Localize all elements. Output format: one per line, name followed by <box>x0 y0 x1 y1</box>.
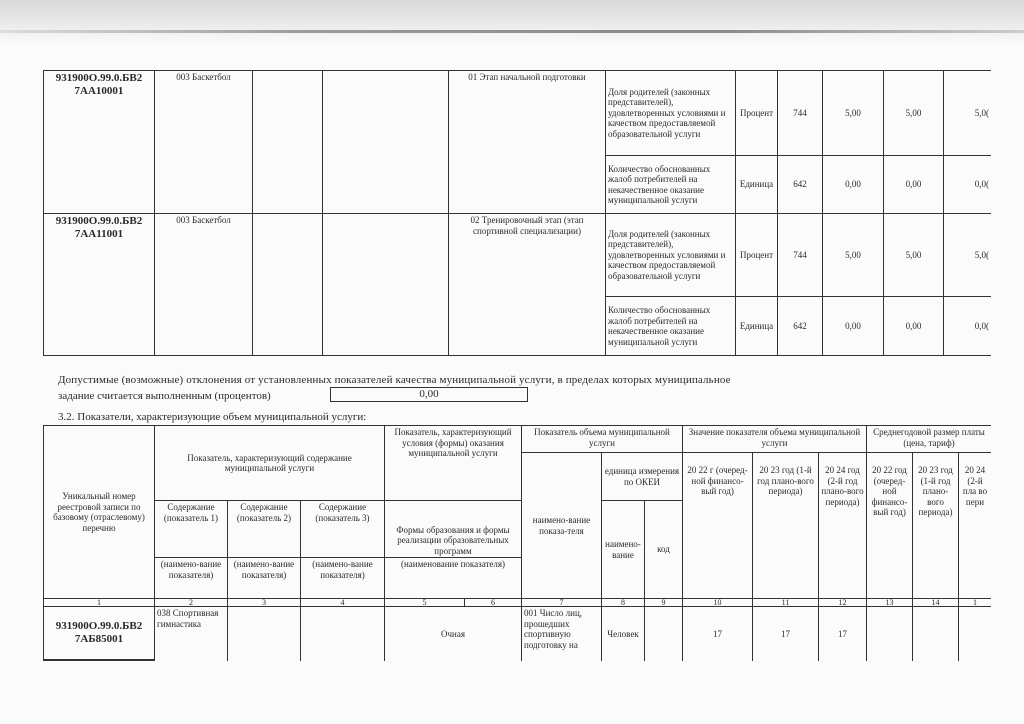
cell-text: Значение показателя объема муниципальной услуги <box>688 427 861 448</box>
cell-text: Показатель, характеризующий условия (формы) оказания муниципальной услуги <box>394 427 512 458</box>
cell-text: (наимено-вание показателя) <box>312 559 373 580</box>
cell-text: 003 Баскетбол <box>176 72 231 82</box>
scan-edge-line <box>0 30 1024 33</box>
cell-text: Единица <box>739 320 774 331</box>
cell-text: Процент <box>739 107 774 118</box>
section-title: 3.2. Показатели, характеризующие объем муниципальной услуги: <box>58 411 367 423</box>
cell-text: 17 <box>838 628 847 639</box>
value-cell <box>943 70 991 156</box>
value-cell <box>943 296 991 356</box>
cell-text: 1 <box>97 598 101 607</box>
cell-text: 038 Спортивная гимнастика <box>157 608 219 629</box>
okei-code-cell <box>777 70 823 156</box>
sport-cell <box>154 70 253 214</box>
value-cell <box>822 70 884 156</box>
cell-text: Доля родителей (законных представителей), удовлетворенных условиями и качеством предоставляемой образовательной услуги <box>608 86 726 139</box>
cell-text: 931900О.99.0.БВ2 7АА11001 <box>55 215 143 240</box>
cell-text: Очная <box>441 628 465 639</box>
cell-text: 0,0( <box>974 320 989 331</box>
deviation-text-line2: задание считается выполненным (процентов) <box>58 390 271 402</box>
value-cell <box>883 155 944 214</box>
value-cell <box>818 606 867 661</box>
header-forms <box>384 500 522 558</box>
cell-text: Уникальный номер реестровой записи по базовому (отраслевому) перечню <box>53 491 145 533</box>
deviation-value-box: 0,00 <box>330 387 528 402</box>
stage-cell <box>448 70 606 214</box>
header-okei-code <box>644 500 683 599</box>
cell-text: 5,00 <box>845 249 861 260</box>
cell-text: Содержание (показатель 2) <box>236 502 292 523</box>
value-cell <box>752 606 819 661</box>
registry-code-cell <box>43 213 155 356</box>
sport-cell <box>154 213 253 356</box>
cell-text: 744 <box>793 107 807 118</box>
header-volume-group <box>521 425 683 453</box>
form-cell <box>384 606 522 661</box>
unit-cell <box>735 213 778 297</box>
cell-text: 11 <box>781 598 790 607</box>
header-content-3 <box>300 500 385 558</box>
okei-code-cell <box>644 606 683 661</box>
cell-text: 9 <box>661 598 666 607</box>
cell-text: Количество обоснованных жалоб потребителей на некачественное оказание муниципальной услуги <box>608 305 711 347</box>
registry-code-cell <box>43 70 155 214</box>
cell-text: 4 <box>340 598 345 607</box>
cell-text: 0,00 <box>845 320 861 331</box>
price-cell <box>958 606 991 661</box>
cell-text: наимено-вание <box>605 539 641 560</box>
cell-text: единица измерения по ОКЕИ <box>604 466 680 487</box>
cell-text: Среднегодовой размер платы (цена, тариф) <box>873 427 985 448</box>
cell-text: Единица <box>739 179 774 190</box>
cell-text: 20 22 г (очеред-ной финансо-вый год) <box>687 465 748 496</box>
cell-text: Содержание (показатель 3) <box>315 502 370 523</box>
empty-cell <box>252 213 323 356</box>
cell-text: 5,0( <box>974 107 989 118</box>
okei-code-cell <box>777 155 823 214</box>
header-okei-unit <box>601 452 683 501</box>
header-price-3 <box>958 452 991 599</box>
value-cell <box>822 155 884 214</box>
content-1-cell <box>154 606 228 661</box>
cell-text: Показатель, характеризующий содержание муниципальной услуги <box>187 452 352 473</box>
cell-text: Процент <box>739 249 774 260</box>
cell-text: 10 <box>713 598 722 607</box>
cell-text: наимено-вание показа-теля <box>532 515 591 536</box>
indicator-name-cell <box>605 155 736 214</box>
header-indicator-name <box>521 452 602 599</box>
value-cell <box>943 213 991 297</box>
cell-text: 003 Баскетбол <box>176 215 231 225</box>
cell-text: 13 <box>885 598 894 607</box>
value-cell <box>883 70 944 156</box>
header-name-3 <box>300 557 385 599</box>
empty-cell <box>322 213 449 356</box>
cell-text: 5,0( <box>974 249 989 260</box>
header-year-3 <box>818 452 867 599</box>
cell-text: Доля родителей (законных представителей), удовлетворенных условиями и качеством предоставляемой образовательной услуги <box>608 228 726 281</box>
cell-text: 001 Число лиц, прошедших спортивную подготовку на <box>524 608 583 650</box>
header-value-group <box>682 425 867 453</box>
cell-text: 02 Тренировочный этап (этап спортивной специализации) <box>470 215 584 236</box>
cell-text: 17 <box>713 628 722 639</box>
header-price-group <box>866 425 991 453</box>
stage-cell <box>448 213 606 356</box>
value-cell <box>883 296 944 356</box>
unit-cell <box>735 155 778 214</box>
header-name-2 <box>227 557 301 599</box>
cell-text: Человек <box>607 628 639 639</box>
cell-text: 0,00 <box>845 179 861 190</box>
unit-cell <box>735 70 778 156</box>
value-cell <box>682 606 753 661</box>
cell-text: (наименование показателя) <box>400 559 506 569</box>
cell-text: 5,00 <box>905 249 922 260</box>
cell-text: 20 22 год (очеред-ной финансо-вый год) <box>871 465 908 517</box>
cell-text: 3 <box>262 598 266 607</box>
cell-text: 12 <box>838 598 847 607</box>
cell-text: (наимено-вание показателя) <box>233 559 295 580</box>
cell-text: 5,00 <box>905 107 922 118</box>
header-okei-name <box>601 500 645 599</box>
cell-text: 14 <box>931 598 940 607</box>
cell-text: 931900О.99.0.БВ2 7АА10001 <box>55 72 143 97</box>
price-cell <box>912 606 959 661</box>
unit-cell <box>735 296 778 356</box>
value-cell <box>822 296 884 356</box>
cell-text: 8 <box>621 598 625 607</box>
value-cell <box>822 213 884 297</box>
okei-code-cell <box>777 213 823 297</box>
cell-text: 5,00 <box>845 107 861 118</box>
header-unique-number <box>43 425 155 599</box>
header-year-1 <box>682 452 753 599</box>
header-name-1 <box>154 557 228 599</box>
value-cell <box>883 213 944 297</box>
cell-text: Количество обоснованных жалоб потребителей на некачественное оказание муниципальной услуги <box>608 163 711 205</box>
header-price-2 <box>912 452 959 599</box>
cell-text: 1 <box>973 598 977 607</box>
header-forms-name <box>384 557 522 599</box>
price-cell <box>866 606 913 661</box>
scan-top-shadow <box>0 0 1024 44</box>
cell-text: 20 23 год (1-й год плано-вого периода) <box>757 465 814 496</box>
header-conditions-group <box>384 425 522 501</box>
empty-cell <box>227 606 301 661</box>
registry-code-cell <box>43 606 155 661</box>
cell-text: 931900О.99.0.БВ2 7АБ85001 <box>55 620 143 645</box>
value-cell <box>943 155 991 214</box>
deviation-text-line1: Допустимые (возможные) отклонения от установленных показателей качества муниципальной услуги, в пределах которых муниципальное <box>58 374 731 386</box>
cell-text: 0,00 <box>905 320 922 331</box>
cell-text: 642 <box>793 179 807 190</box>
cell-text: 7 <box>559 598 564 607</box>
indicator-name-cell <box>605 70 736 156</box>
indicator-cell <box>521 606 602 661</box>
indicator-name-cell <box>605 296 736 356</box>
cell-text: 01 Этап начальной подготовки <box>468 72 586 82</box>
header-content-group <box>154 425 385 501</box>
cell-text: Формы образования и формы реализации образовательных программ <box>396 524 510 556</box>
empty-cell <box>300 606 385 661</box>
cell-text: (наимено-вание показателя) <box>160 559 222 580</box>
cell-text: 17 <box>781 628 790 639</box>
header-year-2 <box>752 452 819 599</box>
cell-text: Показатель объема муниципальной услуги <box>534 427 670 448</box>
cell-text: 2 <box>189 598 193 607</box>
cell-text: 20 24 (2-й пла во пери <box>962 465 988 507</box>
cell-text: код <box>657 544 670 555</box>
header-price-1 <box>866 452 913 599</box>
cell-text: 6 <box>491 598 495 607</box>
unit-cell <box>601 606 645 661</box>
cell-text: 20 23 год (1-й год плано-вого периода) <box>918 465 953 517</box>
cell-text: 642 <box>793 320 807 331</box>
header-content-1 <box>154 500 228 558</box>
cell-text: 20 24 год (2-й год плано-вого периода) <box>821 465 864 507</box>
empty-cell <box>252 70 323 214</box>
cell-text: Содержание (показатель 1) <box>163 502 219 523</box>
indicator-name-cell <box>605 213 736 297</box>
okei-code-cell <box>777 296 823 356</box>
cell-text: 0,00 <box>905 179 922 190</box>
cell-text: 5 <box>422 598 427 607</box>
empty-cell <box>322 70 449 214</box>
cell-text: 0,0( <box>974 179 989 190</box>
header-content-2 <box>227 500 301 558</box>
cell-text: 744 <box>793 249 807 260</box>
